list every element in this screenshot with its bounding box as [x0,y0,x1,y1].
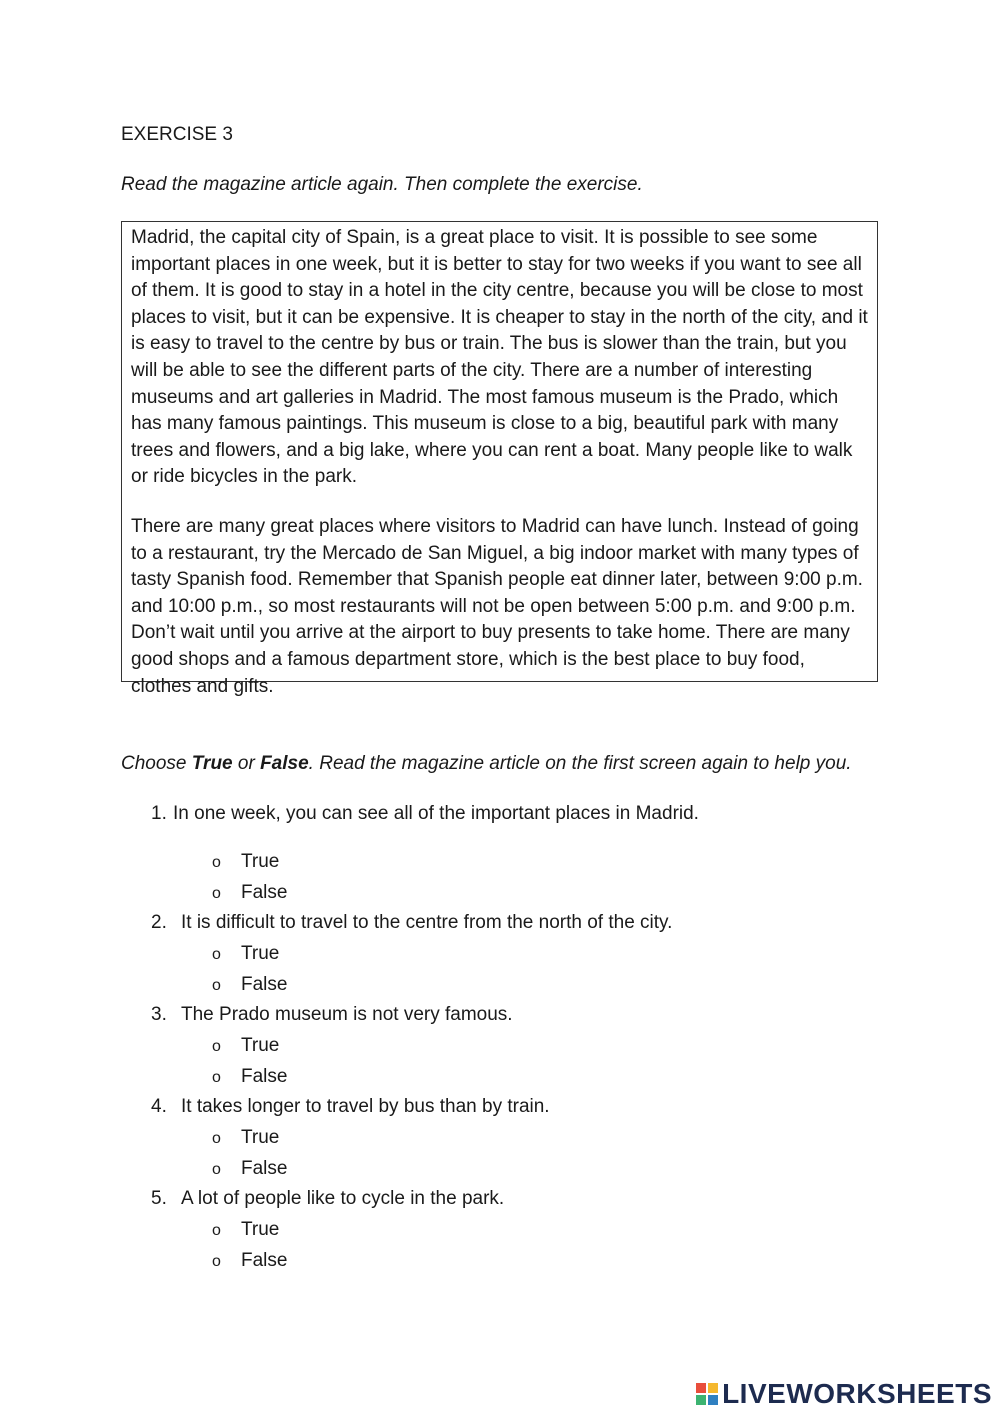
question-1-option-true[interactable] [212,851,279,873]
task-suffix: . Read the magazine article on the first screen again to help you. [308,753,852,774]
logo-squares-icon [696,1383,718,1405]
question-2-option-false[interactable] [212,974,287,996]
radio-bullet-icon[interactable]: o [212,1161,221,1178]
task-middle: or [232,753,261,774]
option-label: False [241,1158,288,1179]
question-5-option-false[interactable] [212,1250,287,1272]
radio-bullet-icon[interactable]: o [212,1253,221,1270]
question-text: It takes longer to travel by bus than by train. [181,1096,550,1117]
liveworksheets-logo [696,1378,992,1410]
article-paragraph-1: Madrid, the capital city of Spain, is a great place to visit. It is possible to see some important places in one week, but it is better to stay for two weeks if you want to see all of them. It is good to stay in a hotel in the city centre, because you will be close to most places to visit, but it can be expensive. It is cheaper to stay in the north of the city, and it is easy to travel to the centre by bus or train. The bus is slower than the train, but you will be able to see the different parts of the city. There are a number of interesting museums and art galleries in Madrid. The most famous museum is the Prado, which has many famous paintings. This museum is close to a big, beautiful park with many trees and flowers, and a big lake, where you can rent a boat. Many people like to walk or ride bicycles in the park. [131,227,868,488]
question-5-option-true[interactable] [212,1219,279,1241]
option-label: True [241,943,280,964]
question-text: In one week, you can see all of the important places in Madrid. [173,803,699,824]
question-3-option-true[interactable] [212,1035,279,1057]
radio-bullet-icon[interactable]: o [212,1038,221,1055]
option-label: True [241,1219,280,1240]
radio-bullet-icon[interactable]: o [212,1222,221,1239]
radio-bullet-icon[interactable]: o [212,946,221,963]
task-prefix: Choose [121,753,192,774]
question-4 [151,1096,550,1118]
question-1-option-false[interactable] [212,882,287,904]
logo-square-3 [696,1395,706,1405]
exercise-title: EXERCISE 3 [121,124,233,145]
question-2 [151,912,672,934]
question-number: 3. [151,1004,167,1025]
question-number: 2. [151,912,167,933]
option-label: True [241,1127,280,1148]
question-2-option-true[interactable] [212,943,279,965]
logo-square-4 [708,1395,718,1405]
question-text: It is difficult to travel to the centre from the north of the city. [181,912,673,933]
radio-bullet-icon[interactable]: o [212,885,221,902]
article-box [121,221,878,697]
exercise-instruction: Read the magazine article again. Then complete the exercise. [121,174,643,195]
question-text: A lot of people like to cycle in the park. [181,1188,505,1209]
option-label: False [241,882,288,903]
question-3 [151,1004,513,1026]
question-3-option-false[interactable] [212,1066,287,1088]
task-false-word: False [260,753,309,774]
task-true-word: True [191,753,233,774]
radio-bullet-icon[interactable]: o [212,977,221,994]
question-4-option-true[interactable] [212,1127,279,1149]
article-paragraph-2: There are many great places where visitors to Madrid can have lunch. Instead of going to a restaurant, try the Mercado de San Miguel, a big indoor market with many types of tasty Spanish food. Remember that Spanish people eat dinner later, between 9:00 p.m. and 10:00 p.m., so most restaurants will not be open between 5:00 p.m. and 9:00 p.m. Don’t wait until you arrive at the airport to buy presents to take home. There are many good shops and a famous department store, which is the best place to buy food, clothes and gifts. [131,515,863,697]
logo-square-2 [708,1383,718,1393]
task-instruction [121,753,852,775]
option-label: True [241,1035,280,1056]
question-text: The Prado museum is not very famous. [181,1004,513,1025]
question-4-option-false[interactable] [212,1158,287,1180]
question-number: 1. [151,803,167,824]
radio-bullet-icon[interactable]: o [212,854,221,871]
logo-square-1 [696,1383,706,1393]
option-label: True [241,851,280,872]
option-label: False [241,1250,288,1271]
question-number: 5. [151,1188,167,1209]
logo-text: LIVEWORKSHEETS [722,1378,992,1409]
question-5 [151,1188,504,1210]
question-number: 4. [151,1096,167,1117]
option-label: False [241,974,288,995]
radio-bullet-icon[interactable]: o [212,1130,221,1147]
question-1 [151,803,699,825]
radio-bullet-icon[interactable]: o [212,1069,221,1086]
option-label: False [241,1066,288,1087]
